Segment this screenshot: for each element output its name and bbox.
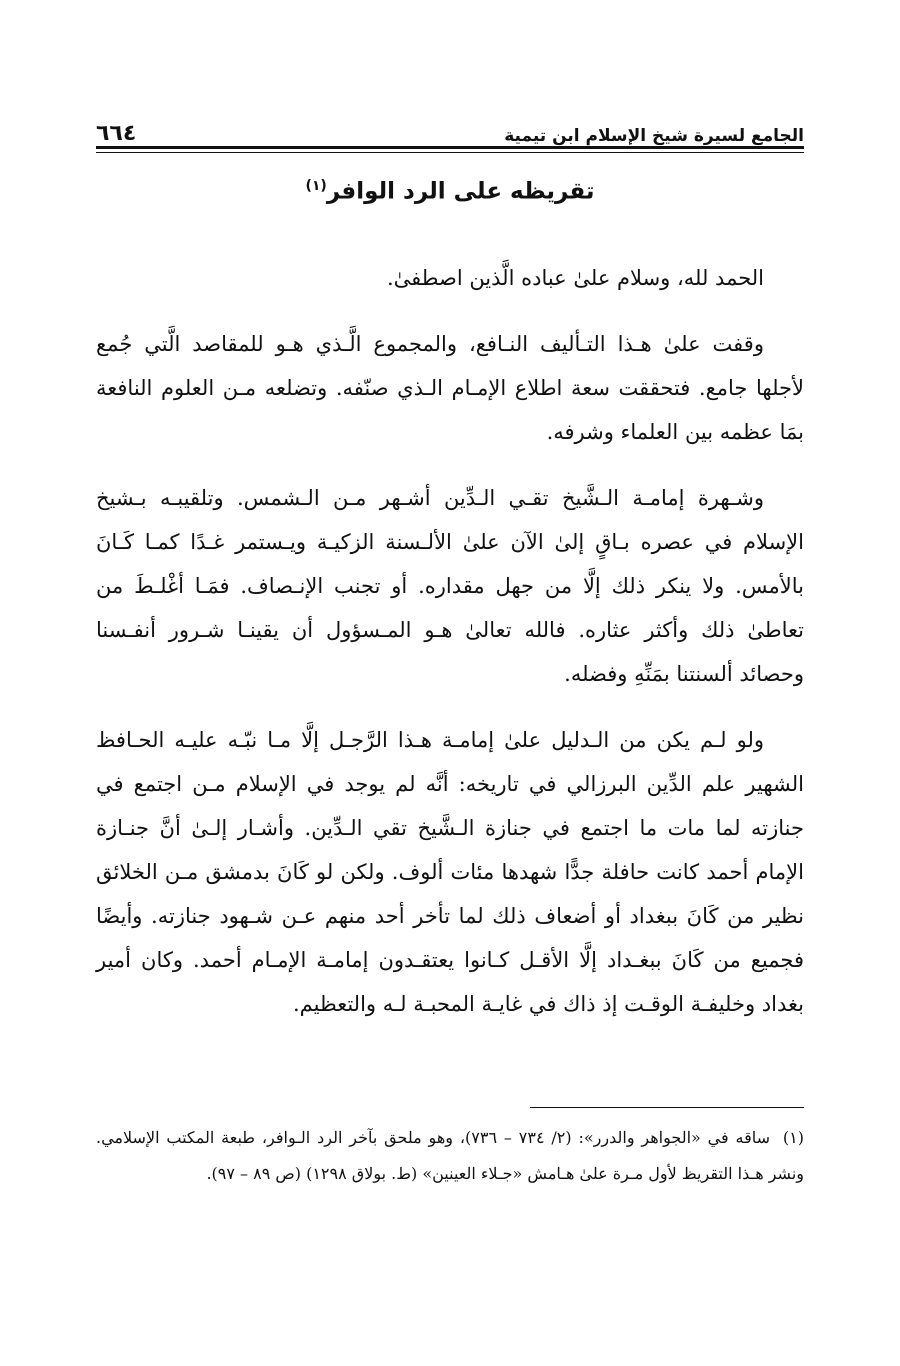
footnote <box>96 1120 804 1192</box>
paragraph-4: ولو لـم يكن من الـدليل علىٰ إمامـة هـذا الرَّجـل إلَّا مـا نبّـه عليـه الحـافظ الشهير علم الدِّين البرزالي في تاريخه: أنَّه لم يوجد في الإسلام مـن اجتمع في جنازته لما مات ما اجتمع في جنازة الـشَّيخ تقي الـدِّين. وأشـار إلـىٰ أنَّ جنـازة الإمام أحمد كانت حافلة جدًّا شهدها مئات ألوف. ولكن لو كَانَ بدمشق مـن الخلائق نظير من كَانَ ببغداد أو أضعاف ذلك لما تأخر أحد منهم عـن شـهود جنازته. وأيضًا فجميع من كَانَ ببغـداد إلَّا الأقـل كـانوا يعتقـدون إمامـة الإمـام أحمد. وكان أمير بغداد وخليفـة الوقـت إذ ذاك في غايـة المحبـة لـه والتعظيم. <box>96 728 804 1016</box>
footnote-text: ساقه في «الجواهر والدرر»: (٢/ ٧٣٤ – ٧٣٦)، وهو ملحق بآخر الرد الـوافر، طبعة المكتب الإسلامي. ونشر هـذا التقريظ لأول مـرة علىٰ هـامش «جـلاء العينين» (ط. بولاق ١٢٩٨) (ص ٨٩ – ٩٧). <box>96 1128 804 1183</box>
footnote-marker: (١) <box>782 1128 804 1147</box>
page-number: ٦٦٤ <box>96 121 137 146</box>
body-text <box>96 256 804 1048</box>
header-rule-thin <box>96 152 804 153</box>
paragraph-3: وشـهرة إمامـة الـشَّيخ تقـي الـدِّين أشـهر مـن الـشمس. وتلقيبـه بـشيخ الإسلام في عصره بـاقٍ إلىٰ الآن علىٰ الألـسنة الزكيـة ويـستمر غـدًا كمـا كَـانَ بالأمس. ولا ينكر ذلك إلَّا من جهل مقداره. أو تجنب الإنـصاف. فمَـا أغْلـطَ من تعاطىٰ ذلك وأكثر عثاره. فالله تعالىٰ هـو المـسؤول أن يقينـا شـرور أنفـسنا وحصائد ألسنتنا بمَنِّهِ وفضله. <box>96 486 805 686</box>
footnote-reference: (١) <box>305 178 327 194</box>
paragraph-1: الحمد لله، وسلام علىٰ عباده الَّذين اصطفىٰ. <box>386 266 764 290</box>
section-title-text: تقريظه على الرد الوافر <box>326 178 595 205</box>
paragraph-2: وقفت علىٰ هـذا التـأليف النـافع، والمجموع الَّـذي هـو للمقاصد الَّتي جُمع لأجلها جامع. فتحققت سعة اطلاع الإمـام الـذي صنّفه. وتضلعه مـن العلوم النافعة بمَا عظمه بين العلماء وشرفه. <box>96 332 804 444</box>
book-title: الجامع لسيرة شيخ الإسلام ابن تيمية <box>504 126 804 146</box>
section-title <box>96 178 804 205</box>
header-rule <box>96 146 804 149</box>
running-header <box>96 112 804 146</box>
footnote-rule <box>530 1107 804 1108</box>
